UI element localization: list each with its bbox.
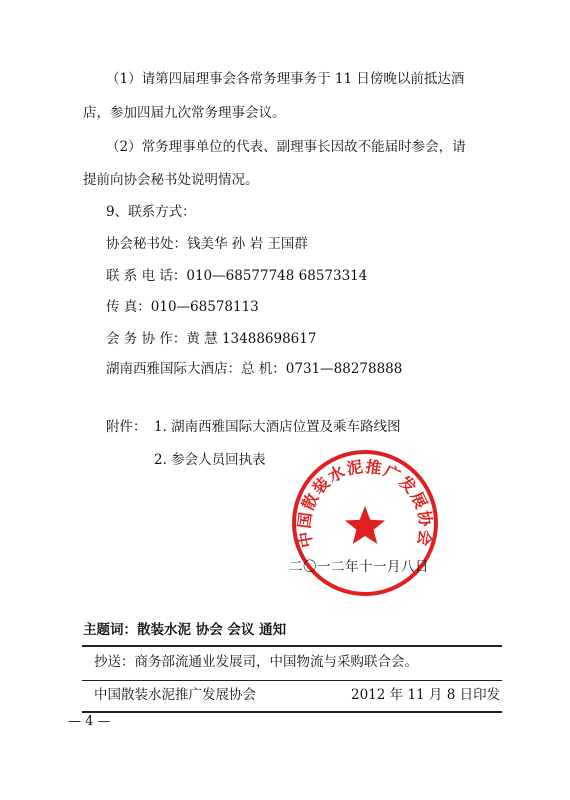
contact-secretariat: 协会秘书处：钱美华 孙 岩 王国群 <box>106 236 308 252</box>
contact-hotel: 湖南西雅国际大酒店：总 机：0731—88278888 <box>106 361 403 377</box>
divider-bottom <box>82 711 502 713</box>
paragraph-1-line-2: 店，参加四届九次常务理事会议。 <box>83 105 286 121</box>
attachment-item-2: 2. 参会人员回执表 <box>154 452 266 468</box>
divider-top <box>82 645 502 647</box>
cc-recipients: 抄送：商务部流通业发展司，中国物流与采购联合会。 <box>94 654 418 670</box>
issue-date: 二〇一二年十一月八日 <box>289 559 429 575</box>
section-9-heading: 9、联系方式： <box>106 204 196 220</box>
paragraph-2-line-2: 提前向协会秘书处说明情况。 <box>83 172 259 188</box>
issuing-organization: 中国散装水泥推广发展协会 <box>94 687 256 703</box>
svg-text:中国散装水泥推广发展协会: 中国散装水泥推广发展协会 <box>294 456 436 550</box>
divider-middle <box>82 680 502 681</box>
subject-keywords: 主题词：散装水泥 协会 会议 通知 <box>83 622 287 638</box>
seal-star-icon <box>345 506 385 544</box>
paragraph-1-line-1: （1）请第四届理事会各常务理事务于 11 日傍晚以前抵达酒 <box>106 71 465 87</box>
contact-fax: 传 真：010—68578113 <box>106 299 259 315</box>
contact-phone: 联 系 电 话：010—68577748 68573314 <box>106 268 368 284</box>
attachments-label: 附件： <box>106 419 147 435</box>
print-date: 2012 年 11 月 8 日印发 <box>351 687 501 703</box>
page-number: — 4 — <box>68 714 111 729</box>
contact-coordinator: 会 务 协 作：黄 慧 13488698617 <box>106 331 317 347</box>
attachment-item-1: 1. 湖南西雅国际大酒店位置及乘车路线图 <box>154 419 401 435</box>
paragraph-2-line-1: （2）常务理事单位的代表、副理事长因故不能届时参会，请 <box>106 139 466 155</box>
